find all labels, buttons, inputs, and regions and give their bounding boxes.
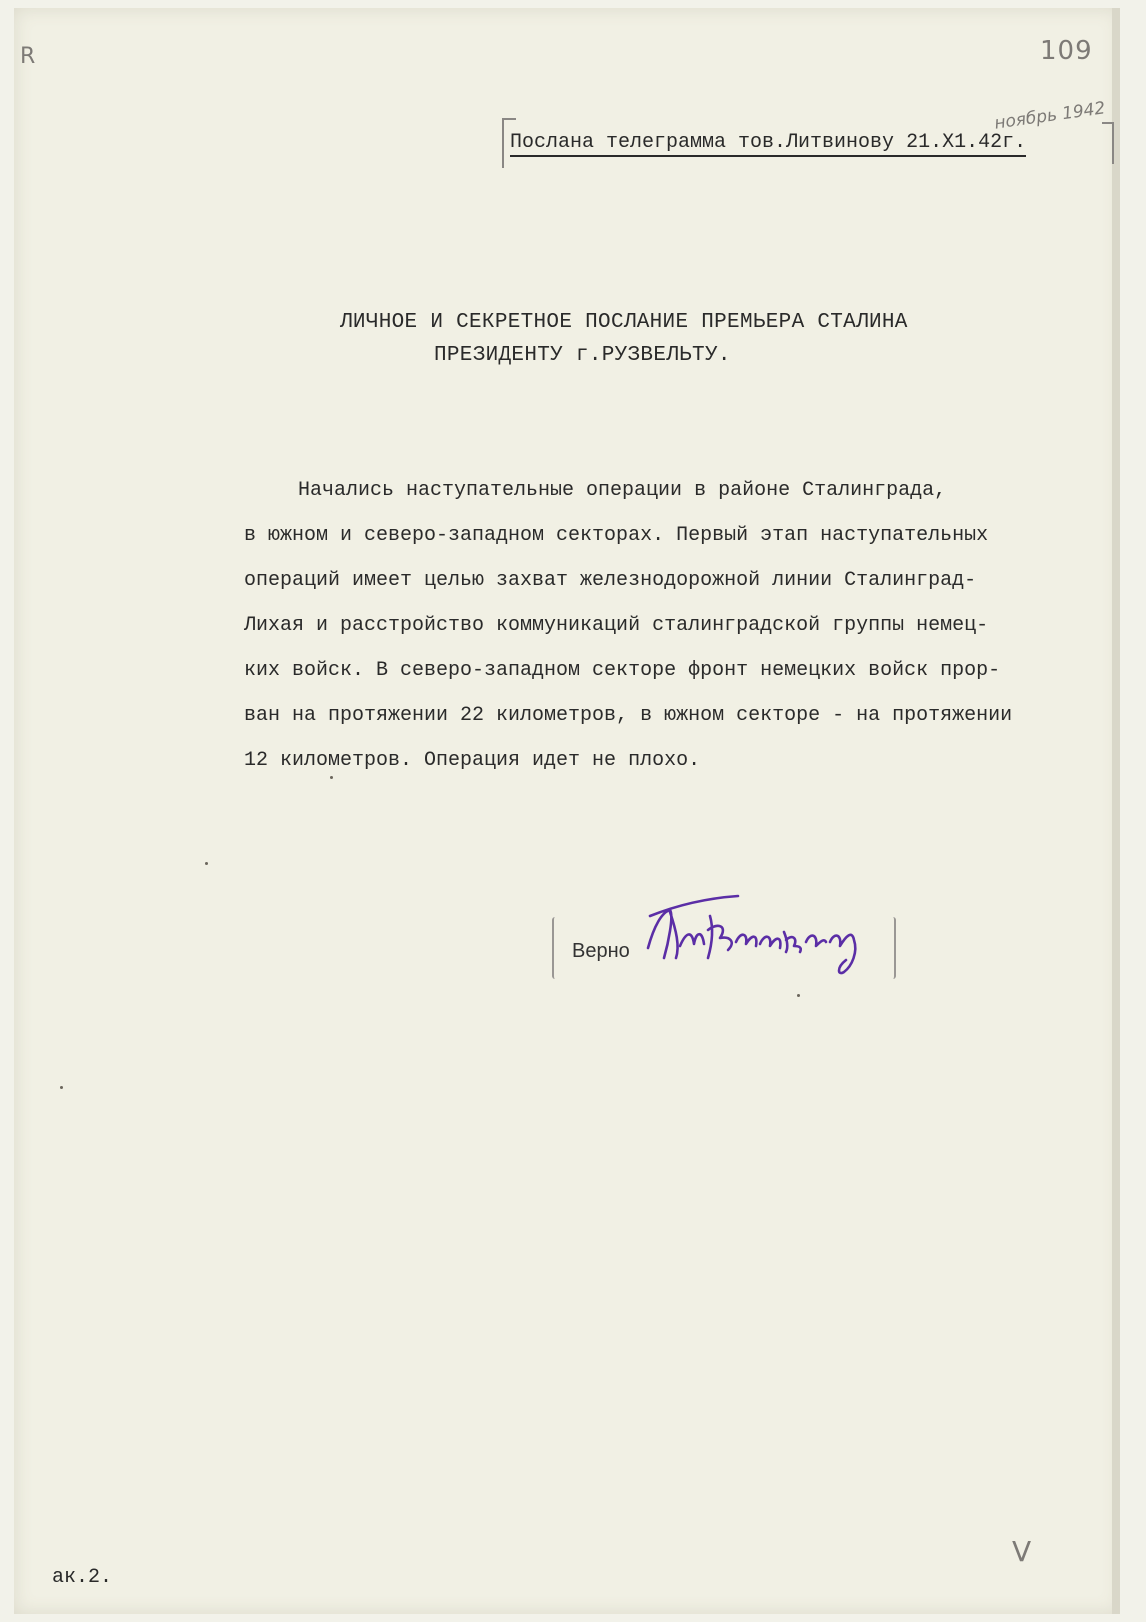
pencil-margin-mark: R [20,44,36,69]
footer-code: ак.2. [52,1566,113,1589]
paper-speck [60,1086,63,1089]
pencil-bracket-right [1102,122,1114,164]
document-sheet [14,8,1120,1614]
sheet-edge-strip [1112,8,1120,1614]
document-title [340,306,908,372]
folio-number: 109 [1040,36,1093,66]
title-line-1: ЛИЧНОЕ И СЕКРЕТНОЕ ПОСЛАНИЕ ПРЕМЬЕРА СТАЛИНА [340,311,908,334]
handwritten-signature [640,886,880,986]
paper-speck [797,994,800,997]
body-line: Лихая и расстройство коммуникаций сталинградской группы немец- [244,614,989,637]
paper-speck [205,862,208,865]
title-line-2: ПРЕЗИДЕНТУ г.РУЗВЕЛЬТУ. [434,344,731,367]
message-body [244,468,1124,783]
telegram-sent-note: Послана телеграмма тов.Литвинову 21.Х1.42г. [510,131,1026,157]
body-line: ких войск. В северо-западном секторе фронт немецких войск прор- [244,659,1001,682]
pencil-date-note: ноябрь 1942 [993,98,1107,134]
check-mark: V [1012,1535,1032,1568]
body-line: ван на протяжении 22 километров, в южном секторе - на протяжении [244,704,1013,727]
attestation-label: Верно [572,940,630,962]
paper-speck [330,776,333,779]
body-line: 12 километров. Операция идет не плохо. [244,749,701,772]
body-line: Начались наступательные операции в районе Сталинграда, [298,479,947,502]
body-line: в южном и северо-западном секторах. Первый этап наступательных [244,524,989,547]
body-line: операций имеет целью захват железнодорожной линии Сталинград- [244,569,977,592]
